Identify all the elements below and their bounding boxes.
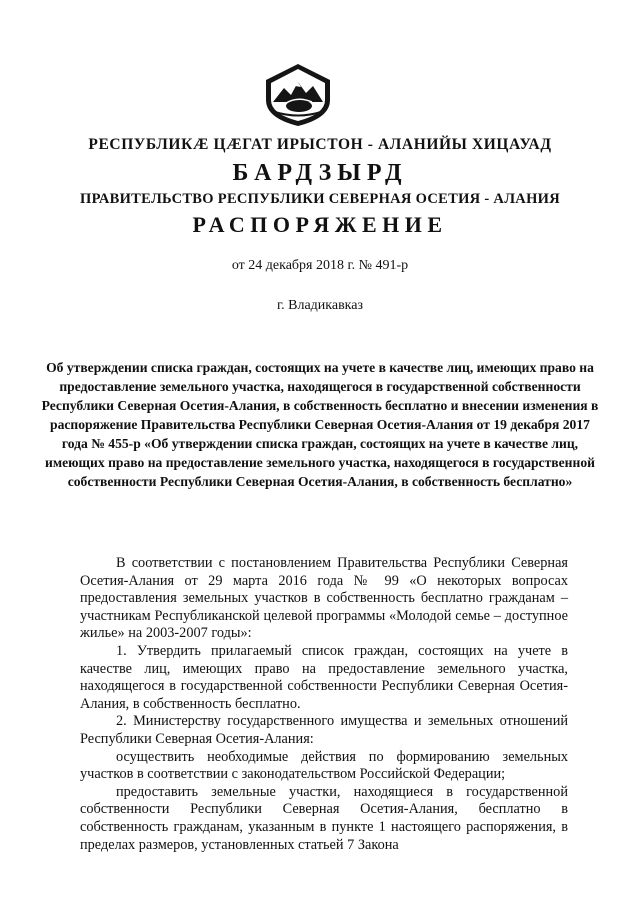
item-2-paragraph: 2. Министерству государственного имущества и земельных отношений Республики Северная Осетия-Алания:: [80, 713, 568, 747]
document-date-number: от 24 декабря 2018 г. № 491-р: [231, 258, 409, 273]
item-2a-paragraph: осуществить необходимые действия по формированию земельных участков в соответствии с законодательством Российской Федерации;: [80, 748, 568, 783]
preamble-paragraph: В соответствии с постановлением Правительства Республики Северная Осетия-Алания от 29 марта 2016 года № 99 «О некоторых вопросах предоставления земельных участков в собственность бесплатно гражданам – участникам Республиканской целевой программы «Молодой семье – доступное жилье» на 2003-2007 годы»:: [80, 555, 568, 642]
coat-of-arms-emblem: [262, 62, 334, 128]
russian-document-type: РАСПОРЯЖЕНИЕ: [192, 212, 448, 237]
item-1-paragraph: 1. Утвердить прилагаемый список граждан, состоящих на учете в качестве лиц, имеющих право на предоставление земельного участка, находящегося в государственной собственности Республики Северная Осетия-Алания, в собственность бесплатно.: [80, 642, 568, 712]
document-city: г. Владикавказ: [276, 298, 364, 313]
document-title: Об утверждении списка граждан, состоящих на учете в качестве лиц, имеющих право на предоставление земельного участка, находящегося в государственной собственности Республики Северная Осетия-Алания, в собственность бесплатно и внесении изменения в распоряжение Правительства Республики Северная Осетия-Алания от 19 декабря 2017 года № 455-р «Об утверждении списка граждан, состоящих на учете в качестве лиц, имеющих право на предоставление земельного участка, находящегося в государственной собственности Республики Северная Осетия-Алания, в собственность бесплатно»: [41, 360, 599, 489]
item-2b-paragraph: предоставить земельные участки, находящиеся в государственной собственности Республики Северная Осетия-Алания, бесплатно в собственность гражданам, указанным в пункте 1 настоящего распоряжения, в пределах размеров, установленных статьей 7 Закона: [80, 783, 568, 853]
ossetian-government-title: РЕСПУБЛИКӔ ЦӔГАТ ИРЫСТОН - АЛАНИЙЫ ХИЦАУАД: [88, 136, 552, 153]
ossetian-document-type: БАРДЗЫРД: [232, 160, 408, 186]
document-body: [80, 555, 568, 854]
russian-government-title: ПРАВИТЕЛЬСТВО РЕСПУБЛИКИ СЕВЕРНАЯ ОСЕТИЯ - АЛАНИЯ: [79, 191, 560, 207]
